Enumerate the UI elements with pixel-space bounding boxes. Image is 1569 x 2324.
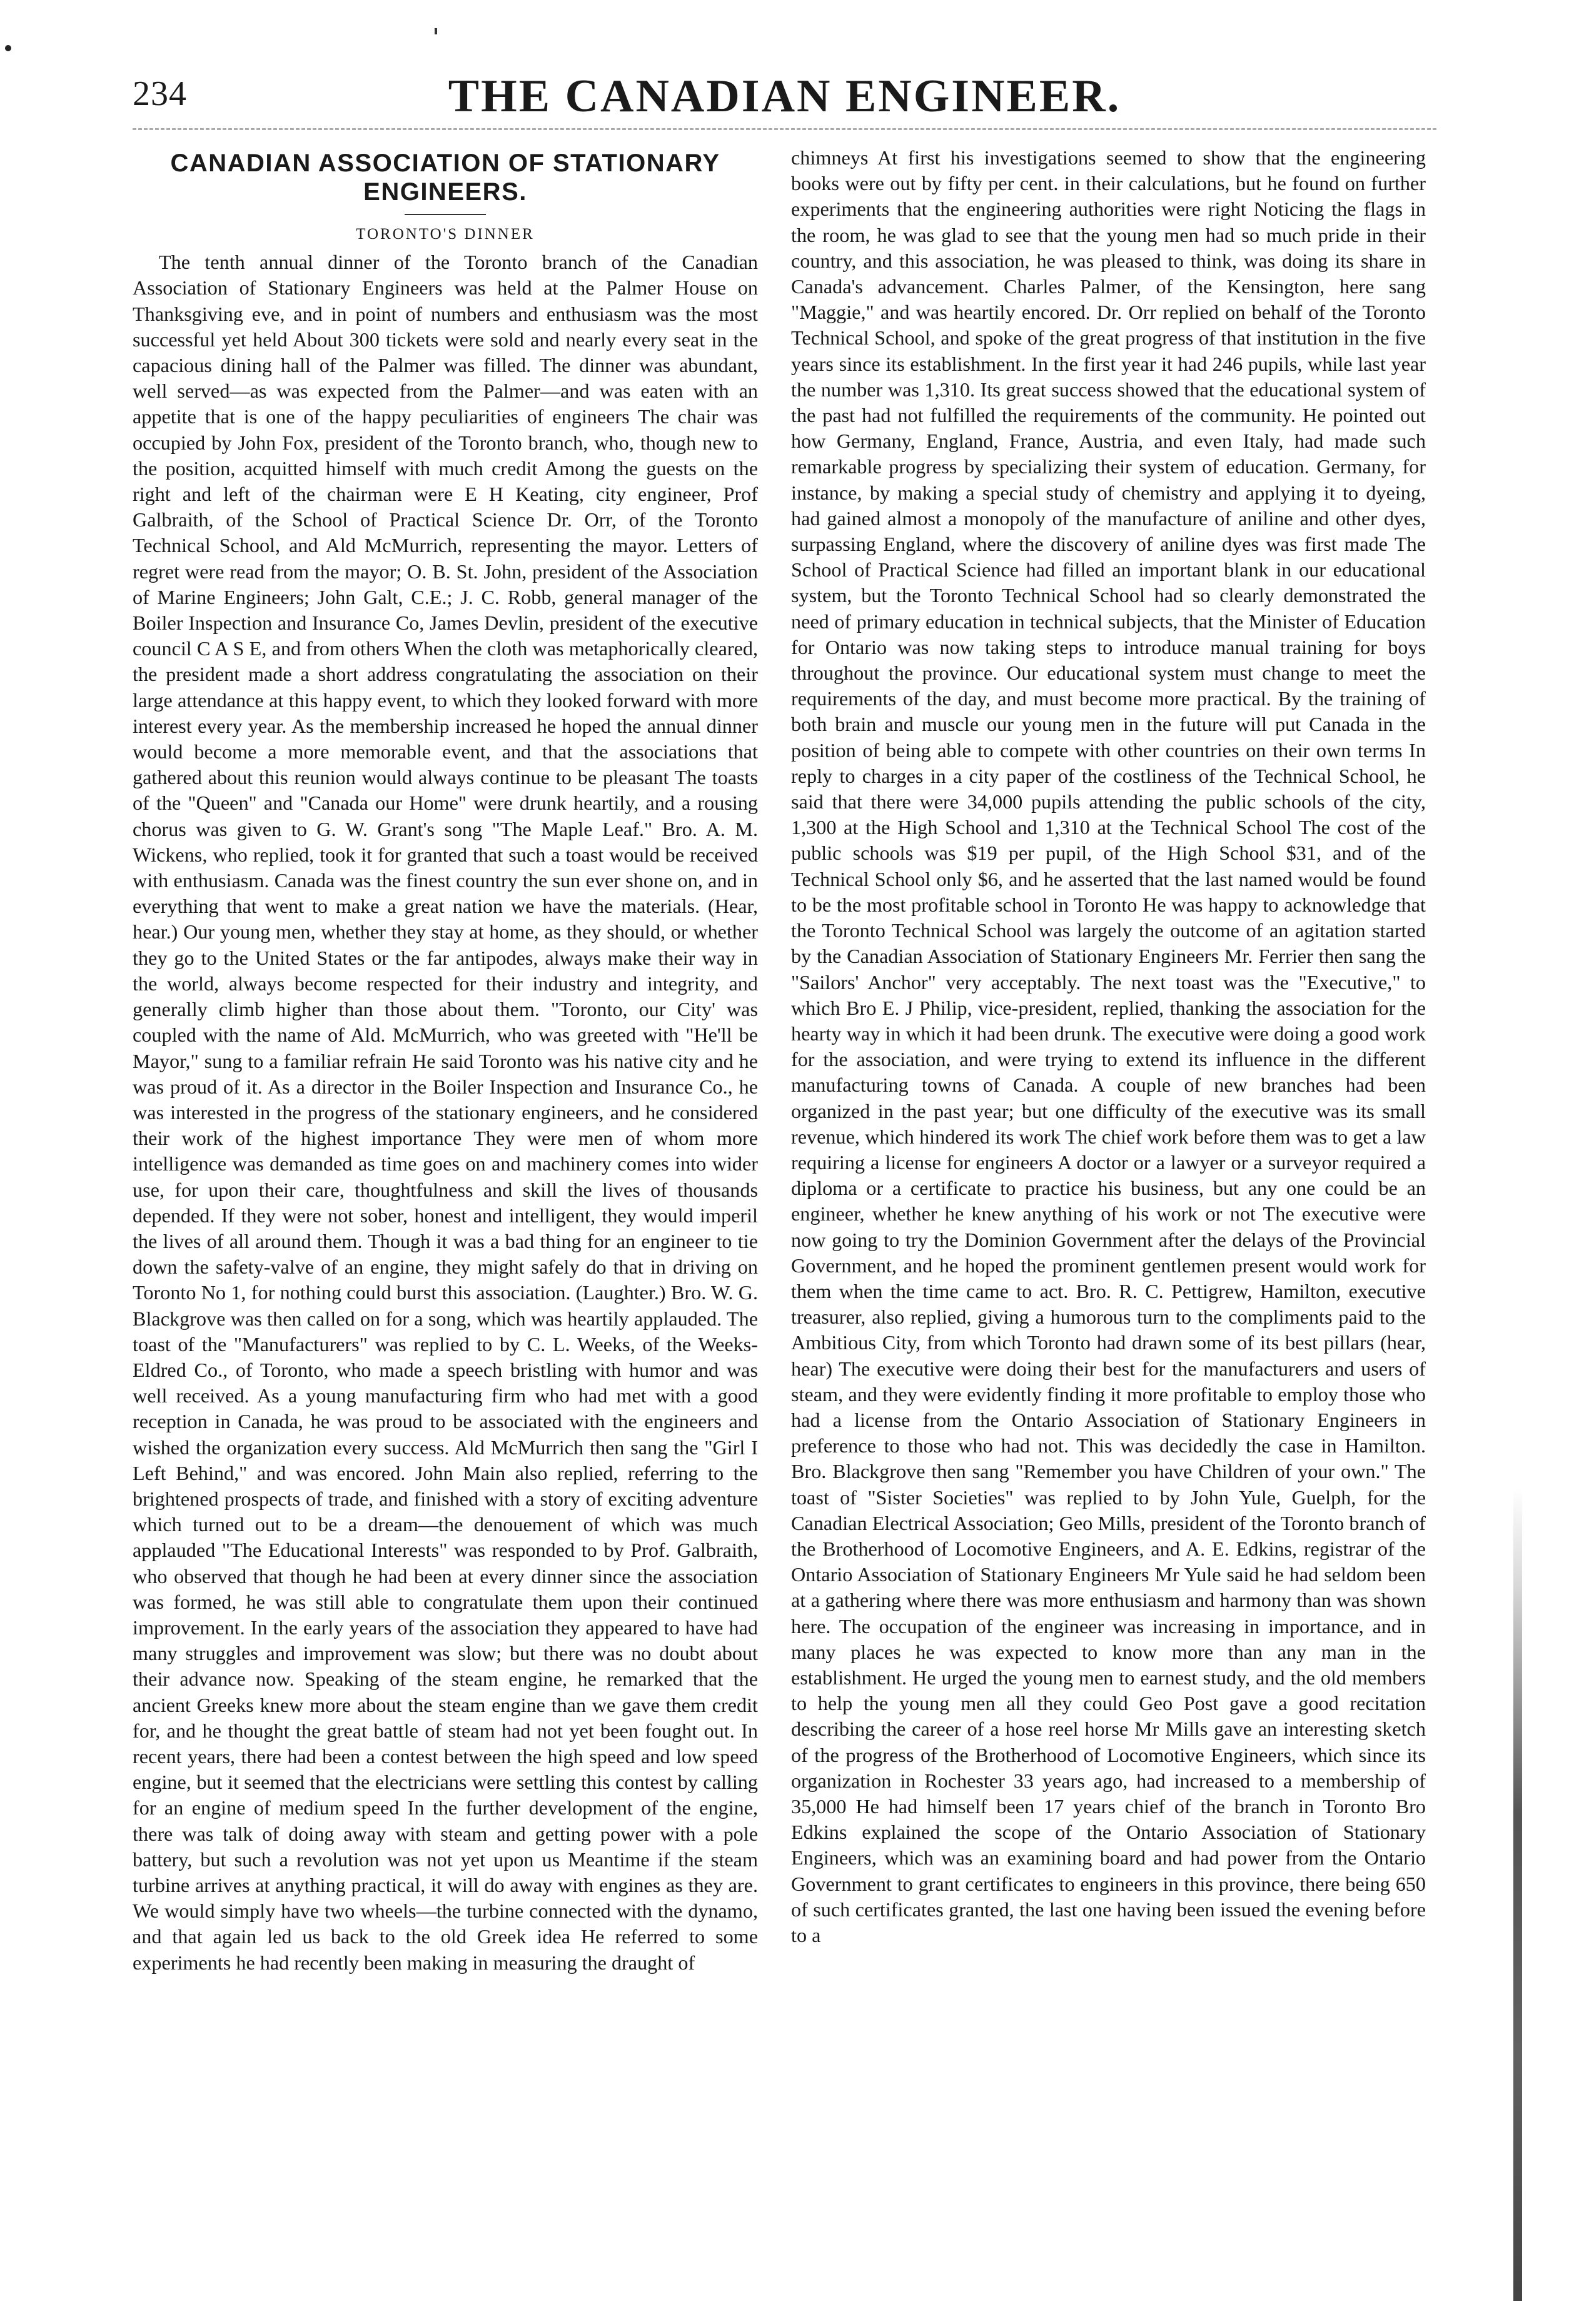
right-column <box>791 145 1426 1948</box>
page-number: 234 <box>133 74 187 113</box>
ink-mark <box>435 28 437 34</box>
left-column <box>133 145 758 1976</box>
journal-title: THE CANADIAN ENGINEER. <box>448 71 1121 122</box>
scan-edge-shadow <box>1513 1488 1522 2301</box>
left-column-text: The tenth annual dinner of the Toronto branch of the Canadian Association of Stationary Engineers was held at the Palmer House on Thanksgiving eve, and in point of numbers and enthusiasm was the most successful yet held About 300 tickets were sold and nearly every seat in the capacious dining hall of the Palmer was filled. The dinner was abundant, well served—as was expected from the Palmer—and was eaten with an appetite that is one of the happy peculiarities of engineers The chair was occupied by John Fox, president of the Toronto branch, who, though new to the position, acquitted himself with much credit Among the guests on the right and left of the chairman were E H Keating, city engineer, Prof Galbraith, of the School of Practical Science Dr. Orr, of the Toronto Technical School, and Ald McMurrich, representing the mayor. Letters of regret were read from the mayor; O. B. St. John, president of the Association of Marine Engineers; John Galt, C.E.; J. C. Robb, general manager of the Boiler Inspection and Insurance Co, James Devlin, president of the executive council C A S E, and from others When the cloth was metaphorically cleared, the president made a short address congratulating the association on their large attendance at this happy event, to which they looked forward with more interest every year. As the membership increased he hoped the annual dinner would become a more memorable event, and that the associations that gathered about this reunion would always continue to be pleasant The toasts of the "Queen" and "Canada our Home" were drunk heartily, and a rousing chorus was given to G. W. Grant's song "The Maple Leaf." Bro. A. M. Wickens, who replied, took it for granted that such a toast would be received with enthusiasm. Canada was the finest country the sun ever shone on, and in everything that went to make a great nation we have the materials. (Hear, hear.) Our young men, whether they stay at home, as they should, or whether they go to the United States or the far antipodes, always make their way in the world, always become respected for their industry and integrity, and generally climb higher than those about them. "Toronto, our City' was coupled with the name of Ald. McMurrich, who was greeted with "He'll be Mayor," sung to a familiar refrain He said Toronto was his native city and he was proud of it. As a director in the Boiler Inspection and Insurance Co., he was interested in the progress of the stationary engineers, and he considered their work of the highest importance They were men of whom more intelligence was demanded as time goes on and machinery comes into wider use, for upon their care, thoughtfulness and skill the lives of thousands depended. If they were not sober, honest and intelligent, they would imperil the lives of all around them. Though it was a bad thing for an engineer to tie down the safety-valve of an engine, they might safely do that in driving on Toronto No 1, for nothing could burst this association. (Laughter.) Bro. W. G. Blackgrove was then called on for a song, which was heartily applauded. The toast of the "Manufacturers" was replied to by C. L. Weeks, of the Weeks-Eldred Co., of Toronto, who made a speech bristling with humor and was well received. As a young manufacturing firm who had met with a good reception in Canada, he was proud to be associated with the engineers and wished the organization every success. Ald McMurrich then sang the "Girl I Left Behind," and was encored. John Main also replied, referring to the brightened prospects of trade, and finished with a story of exciting adventure which turned out to be a dream—the denouement of which was much applauded "The Educational Interests" was responded to by Prof. Galbraith, who observed that though he had been at every dinner since the association was formed, he was still able to congratulate them upon their continued improvement. In the early years of the association they appeared to have had many struggles and improvement was slow; but there was no doubt about their advance now. Speaking of the steam engine, he remarked that the ancient Greeks knew more about the steam engine than we gave them credit for, and he thought the great battle of steam had not yet been fought out. In recent years, there had been a contest between the high speed and low speed engine, but it seemed that the electricians were settling this contest by calling for an engine of medium speed In the further development of the engine, there was talk of doing away with steam and getting power with a pole battery, but such a revolution was not yet upon us Meantime if the steam turbine arrives at anything practical, it will do away with engines as they are. We would simply have two wheels—the turbine connected with the dynamo, and that again led us back to the old Greek idea He referred to some experiments he had recently been making in measuring the draught of <box>133 251 758 1974</box>
article-subhead: TORONTO'S DINNER <box>356 226 535 243</box>
right-column-text: chimneys At first his investigations seemed to show that the engineering books were out by fifty per cent. in their calculations, but he found on further experiments that the engineering authorities were right Noticing the flags in the room, he was glad to see that the young men had so much pride in their country, and this association, he was pleased to think, was doing its share in Canada's advancement. Charles Palmer, of the Kensington, here sang "Maggie," and was heartily encored. Dr. Orr replied on behalf of the Toronto Technical School, and spoke of the great progress of that institution in the five years since its establishment. In the first year it had 246 pupils, while last year the number was 1,310. Its great success showed that the educational system of the past had not fulfilled the requirements of the community. He pointed out how Germany, England, France, Austria, and even Italy, had made such remarkable progress by specializing their system of education. Germany, for instance, by making a special study of chemistry and applying it to dyeing, had gained almost a monopoly of the manufacture of aniline and other dyes, surpassing England, where the discovery of aniline dyes was first made The School of Practical Science had filled an important blank in our educational system, but the Toronto Technical School had so clearly demonstrated the need of primary education in technical subjects, that the Minister of Education for Ontario was now taking steps to introduce manual training for boys throughout the province. Our educational system must change to meet the requirements of the day, and must become more practical. By the training of both brain and muscle our young men in the future will put Canada in the position of being able to compete with other countries on their own terms In reply to charges in a city paper of the costliness of the Technical School, he said that there were 34,000 pupils attending the public schools of the city, 1,300 at the High School and 1,310 at the Technical School The cost of the public schools was $19 per pupil, of the High School $31, and of the Technical School only $6, and he asserted that the last named would be found to be the most profitable school in Toronto He was happy to acknowledge that the Toronto Technical School was largely the outcome of an agitation started by the Canadian Association of Stationary Engineers Mr. Ferrier then sang the "Sailors' Anchor" very acceptably. The next toast was the "Executive," to which Bro E. J Philip, vice-president, replied, thanking the association for the hearty way in which it had been drunk. The executive were doing a good work for the association, and were trying to extend its influence in the different manufacturing towns of Canada. A couple of new branches had been organized in the past year; but one difficulty of the executive was its small revenue, which hindered its work The chief work before them was to get a law requiring a license for engineers A doctor or a lawyer or a surveyor required a diploma or a certificate to practice his business, but any one could be an engineer, whether he knew anything of his work or not The executive were now going to try the Dominion Government after the delays of the Provincial Government, and he hoped the prominent gentlemen present would work for them when the time came to act. Bro. R. C. Pettigrew, Hamilton, executive treasurer, also replied, giving a humorous turn to the compliments paid to the Ambitious City, from which Toronto had drawn some of its best pillars (hear, hear) The executive were doing their best for the manufacturers and users of steam, and they were evidently finding it more profitable to employ those who had a license from the Ontario Association of Stationary Engineers in preference to those who had not. This was decidedly the case in Hamilton. Bro. Blackgrove then sang "Remember you have Children of your own." The toast of "Sister Societies" was replied to by John Yule, Guelph, for the Canadian Electrical Association; Geo Mills, president of the Toronto branch of the Brotherhood of Locomotive Engineers, and A. E. Edkins, registrar of the Ontario Association of Stationary Engineers Mr Yule said he had seldom been at a gathering where there was more enthusiasm and harmony than was shown here. The occupation of the engineer was increasing in importance, and in many places he was expected to know more than any man in the establishment. He urged the young men to earnest study, and the old members to help the young men all they could Geo Post gave a good recitation describing the career of a hose reel horse Mr Mills gave an interesting sketch of the progress of the Brotherhood of Locomotive Engineers, which since its organization in Rochester 33 years ago, had increased to a membership of 35,000 He had himself been 17 years chief of the branch in Toronto Bro Edkins explained the scope of the Ontario Association of Stationary Engineers, which was an examining board and had power from the Ontario Government to grant certificates to engineers in this province, there being 650 of such certificates granted, the last one having been issued the evening before to a <box>791 146 1426 1947</box>
article-title: CANADIAN ASSOCIATION OF STATIONARY ENGINEERS. <box>170 149 720 206</box>
ink-dot <box>5 45 11 51</box>
header-rule <box>133 128 1436 130</box>
title-rule <box>405 214 486 215</box>
